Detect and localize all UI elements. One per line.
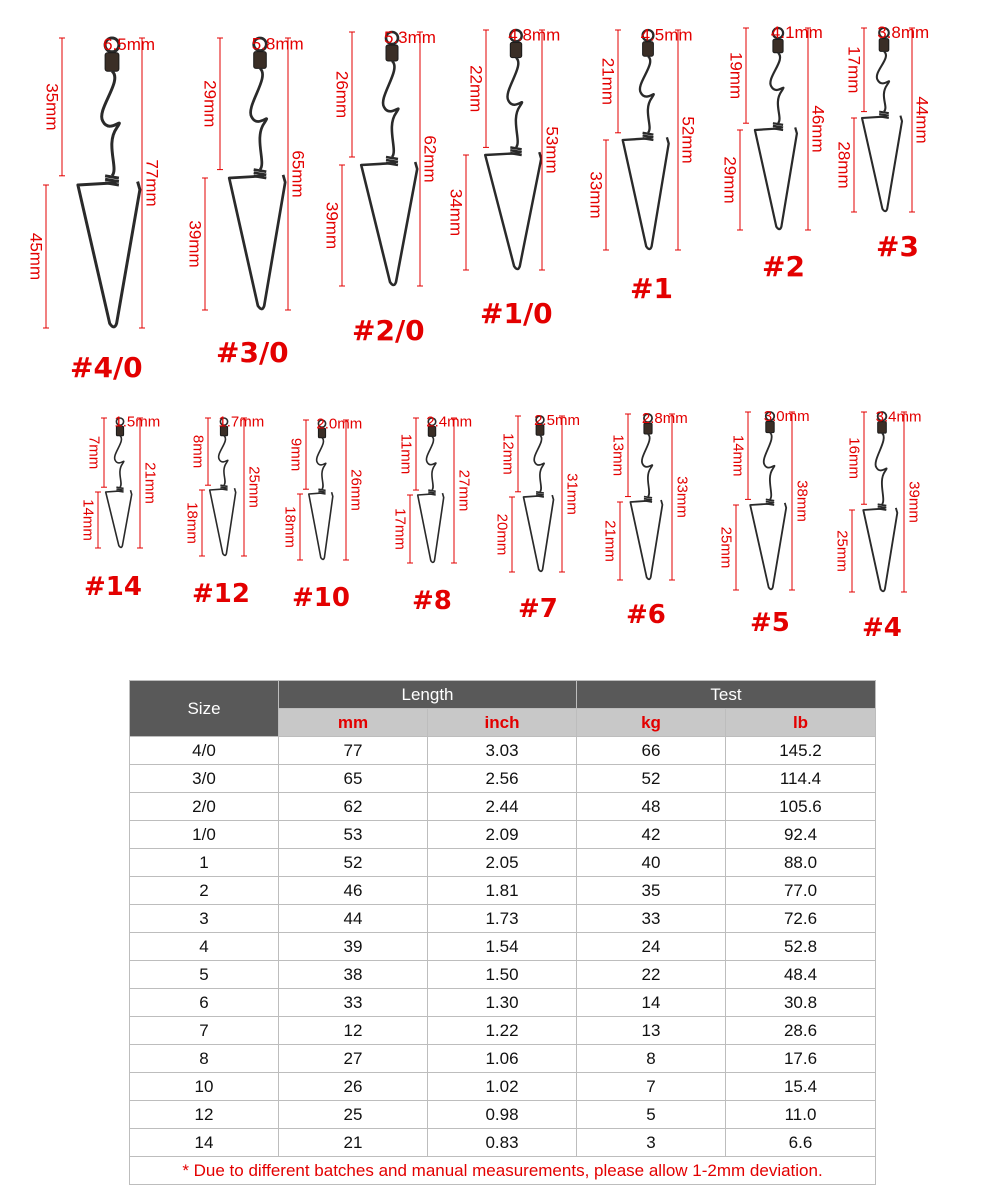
cell-lb: 145.2 (726, 737, 876, 765)
size-label: #1/0 (480, 297, 553, 330)
swivel-barrel (386, 45, 398, 61)
total-length-label: 77mm (142, 159, 162, 207)
swivel-wire (115, 436, 124, 487)
total-length-label: 65mm (288, 150, 308, 198)
total-length-label: 33mm (673, 476, 691, 518)
cell-inch: 1.02 (428, 1073, 577, 1101)
snap-clip (106, 490, 132, 547)
total-length-label: 53mm (542, 126, 562, 174)
swivel-coil (428, 490, 435, 491)
eye-diameter-label: 4.8mm (508, 25, 561, 45)
swivel-coil (644, 497, 652, 498)
swivel-coil (878, 504, 887, 505)
cell-lb: 48.4 (726, 961, 876, 989)
swivel-coil (536, 494, 544, 495)
clip-length-label: 21mm (601, 520, 619, 562)
cell-lb: 77.0 (726, 877, 876, 905)
cell-mm: 62 (279, 793, 428, 821)
eye-diameter-label: 3.4mm (875, 408, 922, 426)
snap-clip (863, 508, 897, 591)
snap-clip (210, 488, 236, 555)
cell-kg: 24 (577, 933, 726, 961)
size-label: #12 (192, 579, 250, 609)
upper-length-label: 12mm (499, 433, 517, 475)
swivel-coil (254, 170, 267, 172)
swivel-coil (766, 502, 774, 503)
cell-lb: 88.0 (726, 849, 876, 877)
size-label: #3/0 (216, 336, 289, 369)
kg-header: kg (577, 709, 726, 737)
cell-kg: 7 (577, 1073, 726, 1101)
cell-inch: 2.09 (428, 821, 577, 849)
eye-diameter-label: 2.5mm (534, 411, 580, 429)
cell-kg: 52 (577, 765, 726, 793)
total-length-label: 31mm (563, 473, 581, 515)
deviation-note: * Due to different batches and manual measurements, please allow 1-2mm deviation. (130, 1157, 876, 1185)
cell-inch: 2.56 (428, 765, 577, 793)
swivel-wire (770, 53, 783, 123)
snap-clip (418, 493, 444, 562)
cell-inch: 1.81 (428, 877, 577, 905)
clip-length-label: 25mm (833, 530, 851, 572)
swivel-coil (879, 112, 889, 114)
swivel-coil (643, 133, 654, 135)
size-label: #1 (630, 272, 673, 305)
cell-inch: 1.73 (428, 905, 577, 933)
size-spec-table (129, 680, 876, 1185)
cell-inch: 2.05 (428, 849, 577, 877)
size-label: #6 (626, 600, 666, 630)
table-body (130, 737, 876, 1157)
eye-diameter-label: 2.8mm (641, 410, 688, 428)
cell-mm: 39 (279, 933, 428, 961)
clip-length-label: 33mm (586, 171, 606, 219)
table-row (130, 1101, 876, 1129)
cell-lb: 105.6 (726, 793, 876, 821)
snap-clip (750, 503, 786, 589)
cell-size: 10 (130, 1073, 279, 1101)
table-row (130, 961, 876, 989)
upper-length-label: 11mm (397, 433, 415, 475)
upper-length-label: 26mm (332, 70, 352, 119)
swivel-coil (766, 499, 774, 500)
cell-kg: 5 (577, 1101, 726, 1129)
eye-diameter-label: 1.5mm (114, 413, 161, 431)
clip-length-label: 18mm (281, 506, 299, 548)
cell-size: 1 (130, 849, 279, 877)
cell-inch: 0.98 (428, 1101, 577, 1129)
table-row (130, 1073, 876, 1101)
swivel-coil (116, 489, 123, 490)
size-label: #7 (518, 594, 558, 624)
swivel-coil (644, 499, 652, 500)
cell-mm: 53 (279, 821, 428, 849)
swivel-wire (507, 58, 522, 148)
cell-lb: 17.6 (726, 1045, 876, 1073)
swivel-wire (317, 438, 326, 489)
swivel-coil (536, 492, 544, 493)
upper-length-label: 29mm (200, 80, 220, 128)
cell-mm: 27 (279, 1045, 428, 1073)
swivel-coil (773, 126, 783, 128)
clip-length-label: 45mm (26, 232, 46, 281)
swivel-wire (640, 56, 654, 133)
size-label: #2/0 (352, 314, 425, 347)
cell-inch: 3.03 (428, 737, 577, 765)
cell-mm: 44 (279, 905, 428, 933)
size-label: #5 (750, 608, 790, 638)
cell-kg: 33 (577, 905, 726, 933)
total-length-label: 26mm (347, 469, 365, 511)
cell-lb: 28.6 (726, 1017, 876, 1045)
cell-kg: 22 (577, 961, 726, 989)
cell-size: 3 (130, 905, 279, 933)
cell-inch: 1.22 (428, 1017, 577, 1045)
swivel-coil (510, 150, 521, 152)
cell-lb: 11.0 (726, 1101, 876, 1129)
eye-diameter-label: 3.0mm (763, 408, 810, 426)
table-row (130, 737, 876, 765)
lb-header: lb (726, 709, 876, 737)
cell-size: 2 (130, 877, 279, 905)
total-length-label: 62mm (420, 135, 440, 183)
size-label: #14 (84, 572, 142, 602)
swivel-coil (105, 176, 119, 178)
swivel-wire (426, 436, 436, 490)
total-length-label: 38mm (793, 480, 811, 522)
snap-clip (524, 495, 554, 571)
cell-kg: 14 (577, 989, 726, 1017)
swivel-wire (877, 51, 889, 111)
cell-kg: 3 (577, 1129, 726, 1157)
cell-size: 3/0 (130, 765, 279, 793)
clip-length-label: 28mm (834, 141, 854, 189)
size-label: #4/0 (70, 351, 143, 384)
swivel-wire (383, 61, 398, 157)
snap-clip (630, 500, 662, 579)
table-row (130, 793, 876, 821)
snap-clip (229, 175, 285, 309)
swivel-coil (254, 173, 267, 175)
cell-size: 4/0 (130, 737, 279, 765)
eye-diameter-label: 3.8mm (877, 22, 930, 42)
size-label: #2 (762, 250, 805, 283)
clip-length-label: 17mm (391, 508, 409, 550)
cell-lb: 6.6 (726, 1129, 876, 1157)
swivel-wire (102, 71, 120, 176)
total-length-label: 46mm (808, 105, 828, 153)
table-row (130, 1129, 876, 1157)
eye-diameter-label: 4.1mm (770, 23, 823, 43)
cell-mm: 52 (279, 849, 428, 877)
cell-size: 2/0 (130, 793, 279, 821)
cell-mm: 25 (279, 1101, 428, 1129)
cell-mm: 46 (279, 877, 428, 905)
cell-kg: 8 (577, 1045, 726, 1073)
cell-inch: 2.44 (428, 793, 577, 821)
eye-diameter-label: 5.3mm (384, 28, 436, 47)
cell-inch: 0.83 (428, 1129, 577, 1157)
clip-length-label: 29mm (720, 156, 740, 204)
total-length-label: 21mm (141, 462, 159, 504)
eye-diameter-label: 1.7mm (218, 413, 265, 431)
total-length-label: 27mm (455, 469, 473, 512)
upper-length-label: 9mm (287, 437, 305, 472)
cell-size: 8 (130, 1045, 279, 1073)
cell-size: 1/0 (130, 821, 279, 849)
table-row (130, 933, 876, 961)
test-header: Test (577, 681, 876, 709)
upper-length-label: 22mm (466, 65, 486, 113)
clip-length-label: 25mm (717, 526, 735, 569)
size-label: #3 (876, 230, 919, 263)
clip-length-label: 14mm (79, 499, 97, 541)
swivel-wire (876, 433, 887, 504)
snap-clip (361, 162, 417, 285)
cell-size: 4 (130, 933, 279, 961)
cell-mm: 33 (279, 989, 428, 1017)
snap-clip (623, 137, 669, 249)
mm-header: mm (279, 709, 428, 737)
table-row (130, 1045, 876, 1073)
upper-length-label: 17mm (844, 46, 864, 94)
swivel-coil (643, 136, 654, 138)
cell-mm: 77 (279, 737, 428, 765)
upper-length-label: 35mm (42, 83, 62, 131)
total-length-label: 39mm (905, 481, 923, 523)
swivel-wire (534, 435, 544, 492)
table-row (130, 821, 876, 849)
cell-lb: 52.8 (726, 933, 876, 961)
swivel-coil (386, 157, 398, 159)
inch-header: inch (428, 709, 577, 737)
cell-kg: 40 (577, 849, 726, 877)
cell-size: 7 (130, 1017, 279, 1045)
cell-kg: 66 (577, 737, 726, 765)
snap-clip (862, 116, 902, 212)
swivel-coil (105, 179, 119, 181)
swivel-wire (642, 434, 652, 497)
cell-lb: 92.4 (726, 821, 876, 849)
swivel-coil (116, 487, 123, 488)
cell-size: 6 (130, 989, 279, 1017)
size-header: Size (130, 681, 279, 737)
table-row (130, 1017, 876, 1045)
cell-kg: 48 (577, 793, 726, 821)
upper-length-label: 19mm (726, 51, 746, 100)
swivel-coil (773, 123, 783, 125)
cell-mm: 21 (279, 1129, 428, 1157)
eye-diameter-label: 4.5mm (640, 25, 693, 45)
upper-length-label: 8mm (189, 434, 207, 469)
cell-lb: 15.4 (726, 1073, 876, 1101)
snap-clip (309, 492, 333, 559)
cell-inch: 1.54 (428, 933, 577, 961)
swivel-coil (220, 487, 227, 488)
cell-size: 14 (130, 1129, 279, 1157)
eye-diameter-label: 5.8mm (251, 34, 304, 54)
cell-kg: 35 (577, 877, 726, 905)
upper-length-label: 14mm (729, 434, 747, 477)
cell-inch: 1.30 (428, 989, 577, 1017)
cell-lb: 72.6 (726, 905, 876, 933)
eye-diameter-label: 2.4mm (426, 413, 473, 431)
swivel-wire (764, 433, 775, 500)
cell-kg: 42 (577, 821, 726, 849)
size-label: #10 (292, 583, 350, 613)
swivel-wire (251, 68, 267, 169)
clip-length-label: 18mm (183, 502, 201, 544)
cell-mm: 38 (279, 961, 428, 989)
table-row (130, 905, 876, 933)
cell-mm: 12 (279, 1017, 428, 1045)
cell-lb: 30.8 (726, 989, 876, 1017)
total-length-label: 52mm (678, 116, 698, 164)
swivel-barrel (254, 52, 267, 69)
total-length-label: 25mm (245, 466, 263, 508)
cell-size: 12 (130, 1101, 279, 1129)
total-length-label: 44mm (912, 96, 932, 144)
eye-diameter-label: 2.0mm (316, 415, 363, 433)
swivel-coil (386, 160, 398, 162)
cell-kg: 13 (577, 1017, 726, 1045)
upper-length-label: 16mm (845, 437, 863, 479)
cell-inch: 1.06 (428, 1045, 577, 1073)
table-row (130, 877, 876, 905)
size-label: #4 (862, 613, 902, 643)
clip-length-label: 39mm (322, 201, 342, 250)
eye-diameter-label: 6.5mm (103, 34, 156, 54)
snap-clip (485, 152, 541, 269)
upper-length-label: 7mm (85, 435, 103, 470)
swivel-coil (510, 147, 521, 149)
table-row (130, 989, 876, 1017)
table-row (130, 849, 876, 877)
swivel-coil (878, 506, 887, 507)
cell-lb: 114.4 (726, 765, 876, 793)
upper-length-label: 13mm (609, 434, 627, 477)
snap-clip (755, 127, 797, 229)
swivel-coil (220, 485, 227, 486)
table-row (130, 765, 876, 793)
swivel-coil (318, 491, 325, 492)
clip-length-label: 20mm (493, 513, 511, 556)
swivel-coil (318, 489, 325, 490)
snap-clip (78, 182, 140, 327)
cell-size: 5 (130, 961, 279, 989)
cell-mm: 26 (279, 1073, 428, 1101)
clip-length-label: 39mm (185, 220, 205, 268)
size-label: #8 (412, 586, 452, 616)
swivel-coil (879, 114, 889, 116)
swivel-wire (219, 436, 228, 485)
swivel-barrel (105, 53, 119, 71)
cell-inch: 1.50 (428, 961, 577, 989)
cell-mm: 65 (279, 765, 428, 793)
clip-length-label: 34mm (446, 188, 466, 237)
upper-length-label: 21mm (598, 57, 618, 106)
length-header: Length (279, 681, 577, 709)
swivel-coil (428, 492, 435, 493)
